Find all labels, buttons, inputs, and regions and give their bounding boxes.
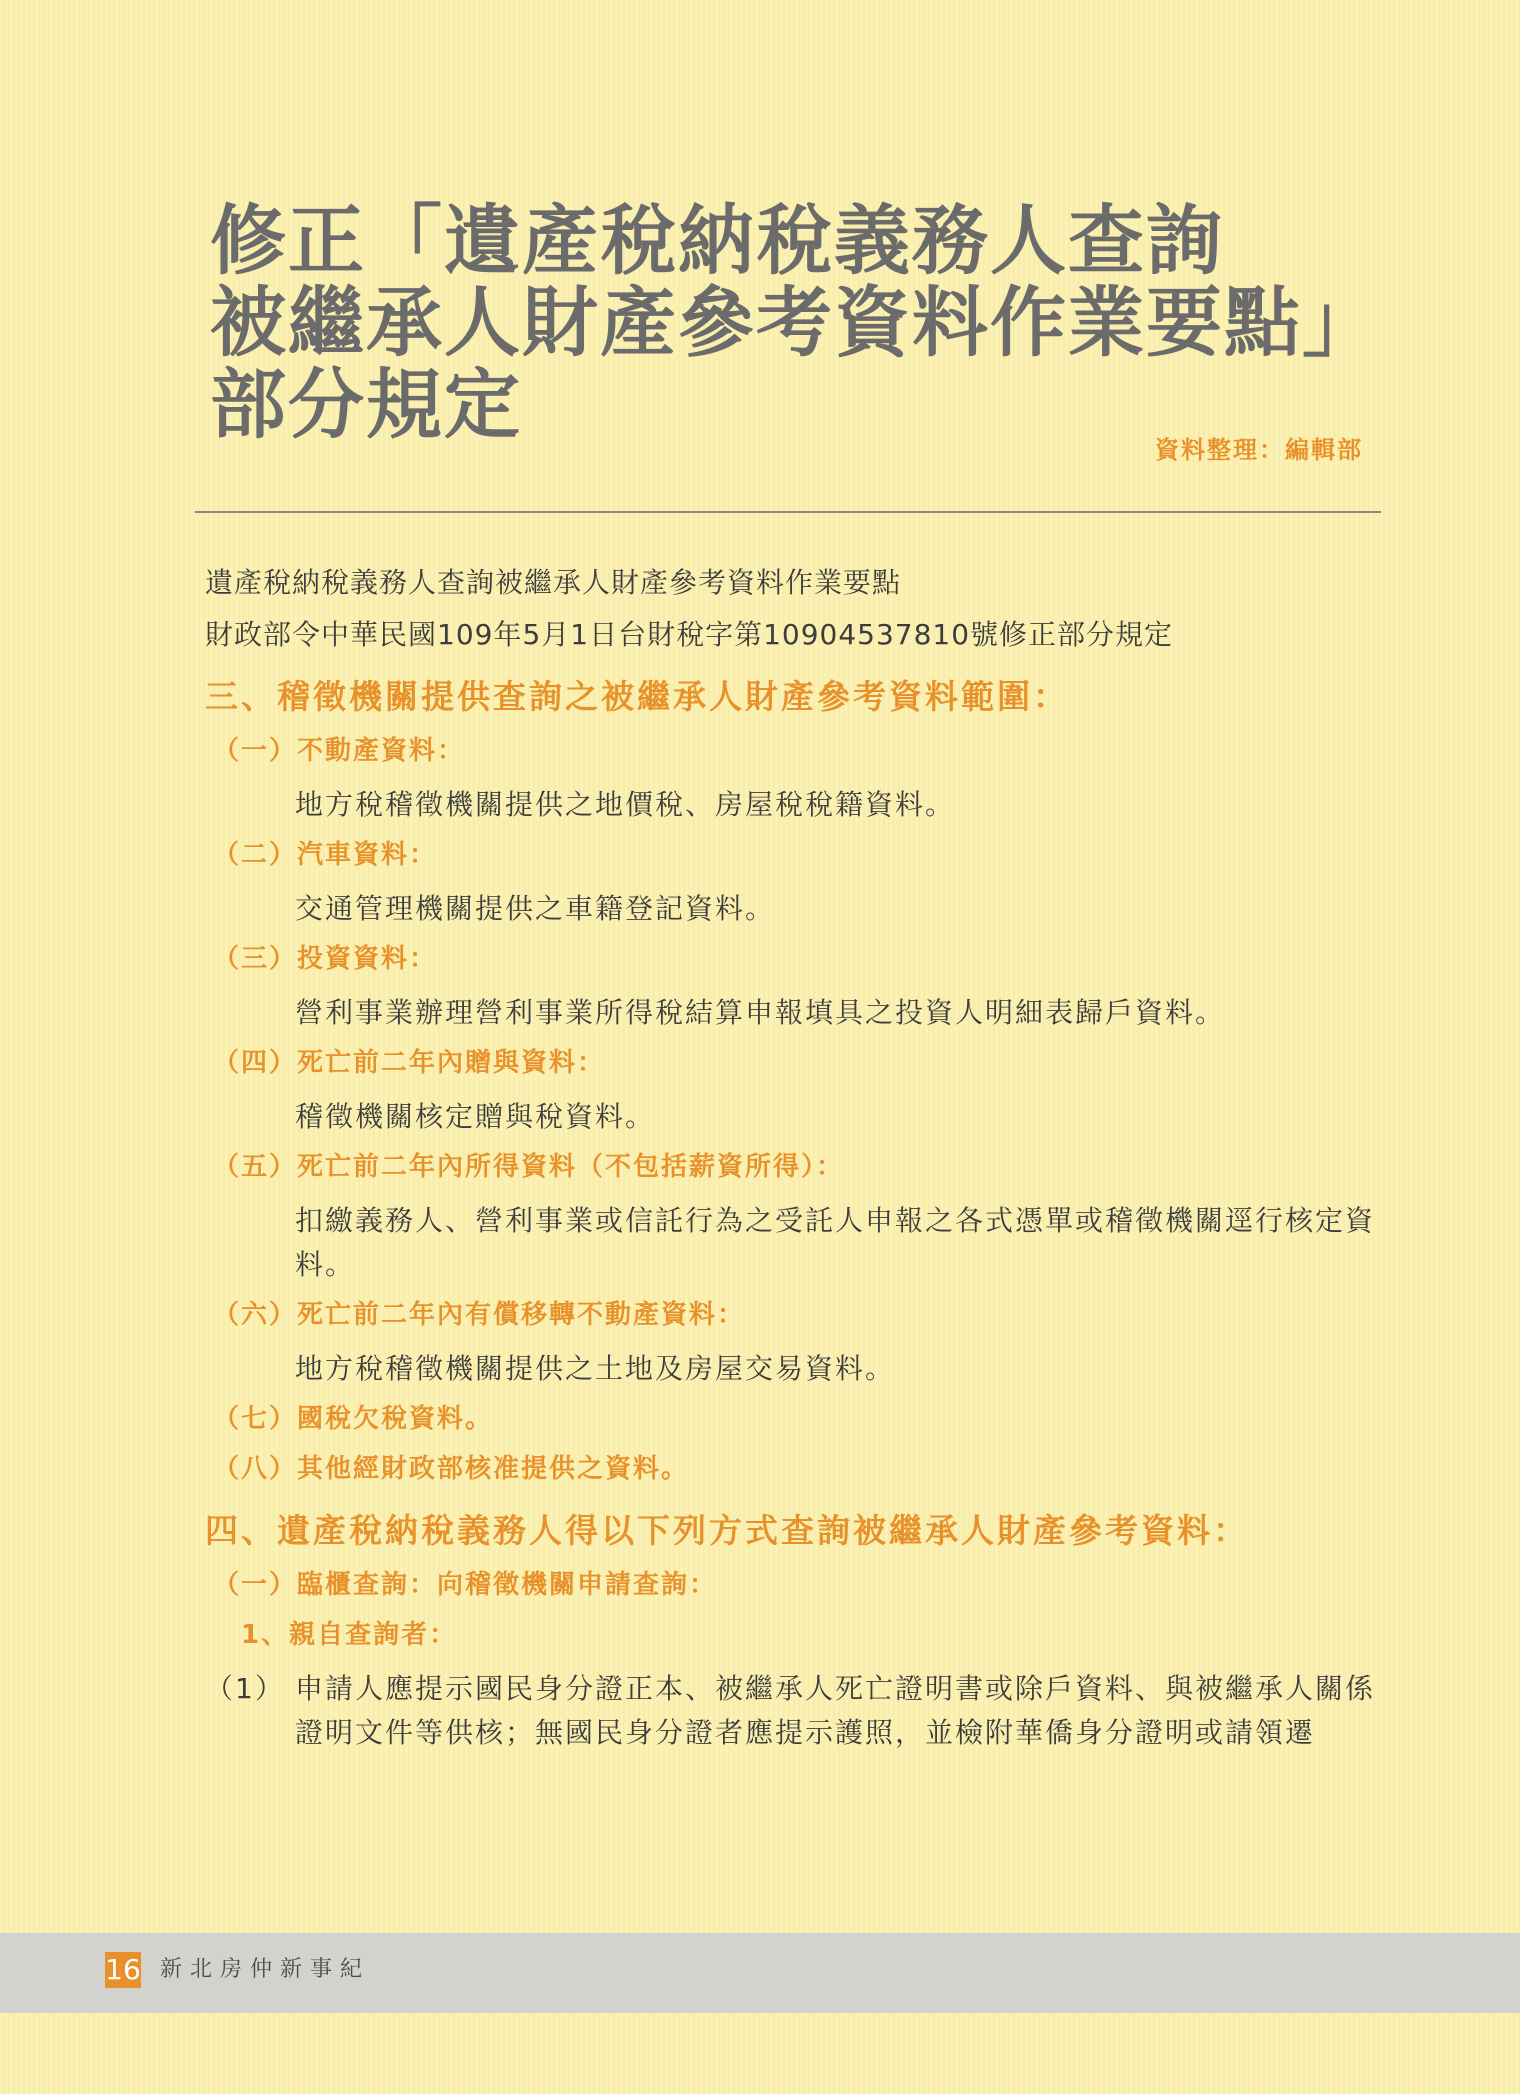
- source-credit: 資料整理：編輯部: [1155, 436, 1363, 464]
- section-3-item-4-heading: （四）死亡前二年內贈與資料：: [213, 1048, 606, 1078]
- section-3-item-8-heading: （八）其他經財政部核准提供之資料。: [213, 1454, 690, 1484]
- section-3-item-5-heading: （五）死亡前二年內所得資料（不包括薪資所得）：: [213, 1152, 845, 1182]
- section-3-heading: 三、稽徵機關提供查詢之被繼承人財產參考資料範圍：: [205, 677, 1069, 716]
- section-3-item-2-body: 交通管理機關提供之車籍登記資料。: [295, 892, 776, 925]
- section-3-item-1-body: 地方稅稽徵機關提供之地價稅、房屋稅稅籍資料。: [295, 788, 956, 821]
- page-number: 16: [105, 1953, 141, 1986]
- title-divider: [195, 511, 1381, 513]
- intro-line-1: 遺產稅納稅義務人查詢被繼承人財產參考資料作業要點: [205, 566, 902, 599]
- section-3-item-2-heading: （二）汽車資料：: [213, 840, 438, 870]
- section-3-item-6-body: 地方稅稽徵機關提供之土地及房屋交易資料。: [295, 1352, 896, 1385]
- section-3-item-6-heading: （六）死亡前二年內有償移轉不動產資料：: [213, 1300, 746, 1330]
- article-title: [210, 196, 1380, 449]
- section-3-item-4-body: 稽徵機關核定贈與稅資料。: [295, 1100, 656, 1133]
- section-4-item-1-heading: （一）臨櫃查詢：向稽徵機關申請查詢：: [213, 1570, 718, 1600]
- section-4-sub-1-heading: 1、親自查詢者：: [241, 1620, 458, 1650]
- title-line-3: 部分規定: [210, 360, 522, 449]
- intro-line-2: 財政部令中華民國109年5月1日台財稅字第10904537810號修正部分規定: [205, 618, 1174, 651]
- magazine-name: 新北房仲新事紀: [160, 1957, 371, 1982]
- section-3-item-3-heading: （三）投資資料：: [213, 944, 438, 974]
- section-4-paragraph-1: [205, 1667, 1376, 1755]
- section-3-item-3-body: 營利事業辦理營利事業所得稅結算申報填具之投資人明細表歸戶資料。: [295, 996, 1226, 1029]
- article-body: [205, 565, 1375, 1755]
- section-3-item-7-heading: （七）國稅欠稅資料。: [213, 1404, 494, 1434]
- paragraph-text: 申請人應提示國民身分證正本、被繼承人死亡證明書或除戶資料、與被繼承人關係證明文件等供核；無國民身分證者應提示護照，並檢附華僑身分證明或請領遷: [295, 1672, 1376, 1749]
- section-3-item-5-body: 扣繳義務人、營利事業或信託行為之受託人申報之各式憑單或稽徵機關逕行核定資料。: [295, 1204, 1376, 1281]
- title-line-1: 修正「遺產稅納稅義務人查詢: [210, 196, 1224, 285]
- section-4-heading: 四、遺產稅納稅義務人得以下列方式查詢被繼承人財產參考資料：: [205, 1511, 1249, 1550]
- paragraph-number: （1）: [205, 1672, 285, 1705]
- title-line-2: 被繼承人財產參考資料作業要點」: [210, 278, 1380, 367]
- section-3-item-1-heading: （一）不動產資料：: [213, 736, 466, 766]
